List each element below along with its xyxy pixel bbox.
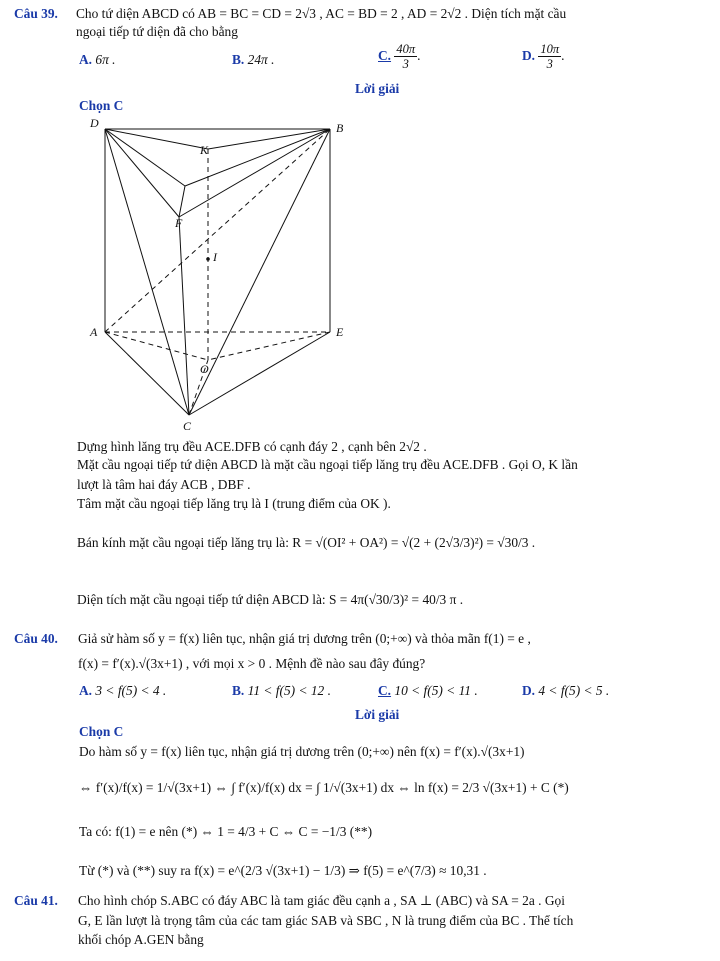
- option-b: [232, 683, 331, 699]
- solution-line: lượt là tâm hai đáy ACB , DBF .: [77, 477, 251, 492]
- vertex-label: K: [200, 143, 209, 157]
- option-a: [79, 52, 116, 68]
- option-label: C.: [378, 47, 392, 63]
- vertex-label: A: [90, 325, 98, 339]
- hidden-edge: [208, 332, 330, 360]
- option-value: 4 < f(5) < 5 .: [538, 683, 610, 698]
- fraction-denominator: 3: [546, 57, 553, 72]
- fraction-denominator: 3: [402, 57, 409, 72]
- option-label: A.: [79, 683, 93, 698]
- fraction-numerator: 10π: [540, 42, 560, 56]
- solution-title: Lời giải: [355, 707, 400, 722]
- solution-line: Từ (*) và (**) suy ra f(x) = e^(2/3 √(3x+1) − 1/3) ⇒ f(5) = e^(7/3) ≈ 10,31 .: [79, 863, 487, 878]
- answer-choice: Chọn C: [79, 724, 124, 739]
- question-text-line: Cho hình chóp S.ABC có đáy ABC là tam giác đều cạnh a , SA ⊥ (ABC) và SA = 2a . Gọi: [78, 893, 565, 908]
- option-label: D.: [522, 683, 536, 698]
- option-label: B.: [232, 52, 245, 67]
- option-label: A.: [79, 52, 93, 67]
- solution-line: Tâm mặt cầu ngoại tiếp lăng trụ là I (trung điểm của OK ).: [77, 496, 391, 511]
- answer-choice: Chọn C: [79, 98, 124, 113]
- point-i: [206, 257, 210, 261]
- question-text-line: Cho tứ diện ABCD có AB = BC = CD = 2√3 , AC = BD = 2 , AD = 2√2 . Diện tích mặt cầu: [76, 6, 567, 21]
- vertex-label: C: [183, 419, 192, 433]
- vertex-label: D: [90, 116, 99, 130]
- option-label: C.: [378, 683, 392, 698]
- hidden-edge: [105, 129, 330, 332]
- hidden-edge: [105, 332, 208, 360]
- question-text-line: Giả sử hàm số y = f(x) liên tục, nhận giá trị dương trên (0;+∞) và thỏa mãn f(1) = e ,: [78, 631, 531, 646]
- vertex-label: O: [200, 362, 209, 376]
- edge: [185, 129, 330, 186]
- question-text-line: khối chóp A.GEN bằng: [78, 932, 204, 947]
- solution-line: Mặt cầu ngoại tiếp tứ diện ABCD là mặt cầu ngoại tiếp lăng trụ đều ACE.DFB . Gọi O, K lần: [77, 457, 578, 472]
- option-value: 11 < f(5) < 12 .: [247, 683, 331, 698]
- solution-line: Diện tích mặt cầu ngoại tiếp tứ diện ABCD là: S = 4π(√30/3)² = 40/3 π .: [77, 592, 464, 607]
- option-c: C. $\frac{40\pi}{3}$ .: [378, 42, 421, 72]
- option-b: [232, 52, 274, 68]
- option-d: D. $\frac{10\pi}{3}$ .: [522, 42, 565, 72]
- option-value: 6π .: [95, 52, 116, 67]
- edge: [189, 332, 330, 415]
- edge: [179, 186, 185, 217]
- vertex-label: F: [175, 216, 183, 230]
- option-a: [79, 683, 166, 699]
- edge: [189, 129, 330, 415]
- fraction-numerator: 40π: [396, 42, 416, 56]
- vertex-label: I: [213, 250, 217, 264]
- question-number: Câu 39.: [14, 6, 58, 21]
- question-number: Câu 41.: [14, 893, 58, 908]
- vertex-label: B: [336, 121, 344, 135]
- question-text-line: ngoại tiếp tứ diện đã cho bằng: [76, 24, 238, 39]
- question-text-line: f(x) = f′(x).√(3x+1) , với mọi x > 0 . Mệnh đề nào sau đây đúng?: [78, 656, 426, 671]
- edge: [208, 129, 330, 149]
- question-text-line: G, E lần lượt là trọng tâm của các tam giác SAB và SBC , N là trung điểm của BC . Thể tích: [78, 913, 574, 928]
- option-value: 3 < f(5) < 4 .: [95, 683, 167, 698]
- fraction: [538, 42, 561, 72]
- solution-line: Ta có: f(1) = e nên (*) ⇔ 1 = 4/3 + C ⇔ C = −1/3 (**): [79, 824, 373, 839]
- option-c: [378, 683, 478, 699]
- edge: [105, 129, 189, 415]
- option-label: D.: [522, 47, 536, 63]
- solution-line: ⇔ f′(x)/f(x) = 1/√(3x+1) ⇔ ∫ f′(x)/f(x) dx = ∫ 1/√(3x+1) dx ⇔ ln f(x) = 2/3 √(3x+1) + C (*): [79, 780, 569, 795]
- prism-figure: [80, 112, 360, 437]
- option-value: 10 < f(5) < 11 .: [394, 683, 478, 698]
- option-label: B.: [232, 683, 245, 698]
- solution-line: Dựng hình lăng trụ đều ACE.DFB có cạnh đáy 2 , cạnh bên 2√2 .: [77, 439, 427, 454]
- solution-line: Do hàm số y = f(x) liên tục, nhận giá trị dương trên (0;+∞) nên f(x) = f′(x).√(3x+1): [79, 744, 525, 759]
- solution-title: Lời giải: [355, 81, 400, 96]
- fraction: [394, 42, 417, 72]
- option-d: [522, 683, 609, 699]
- option-value: 24π .: [247, 52, 275, 67]
- solution-line: Bán kính mặt cầu ngoại tiếp lăng trụ là: R = √(OI² + OA²) = √(2 + (2√3/3)²) = √30/3 .: [77, 535, 536, 550]
- edge: [105, 129, 185, 186]
- vertex-label: E: [336, 325, 344, 339]
- edge: [105, 129, 179, 217]
- question-number: Câu 40.: [14, 631, 58, 646]
- edge: [105, 129, 208, 149]
